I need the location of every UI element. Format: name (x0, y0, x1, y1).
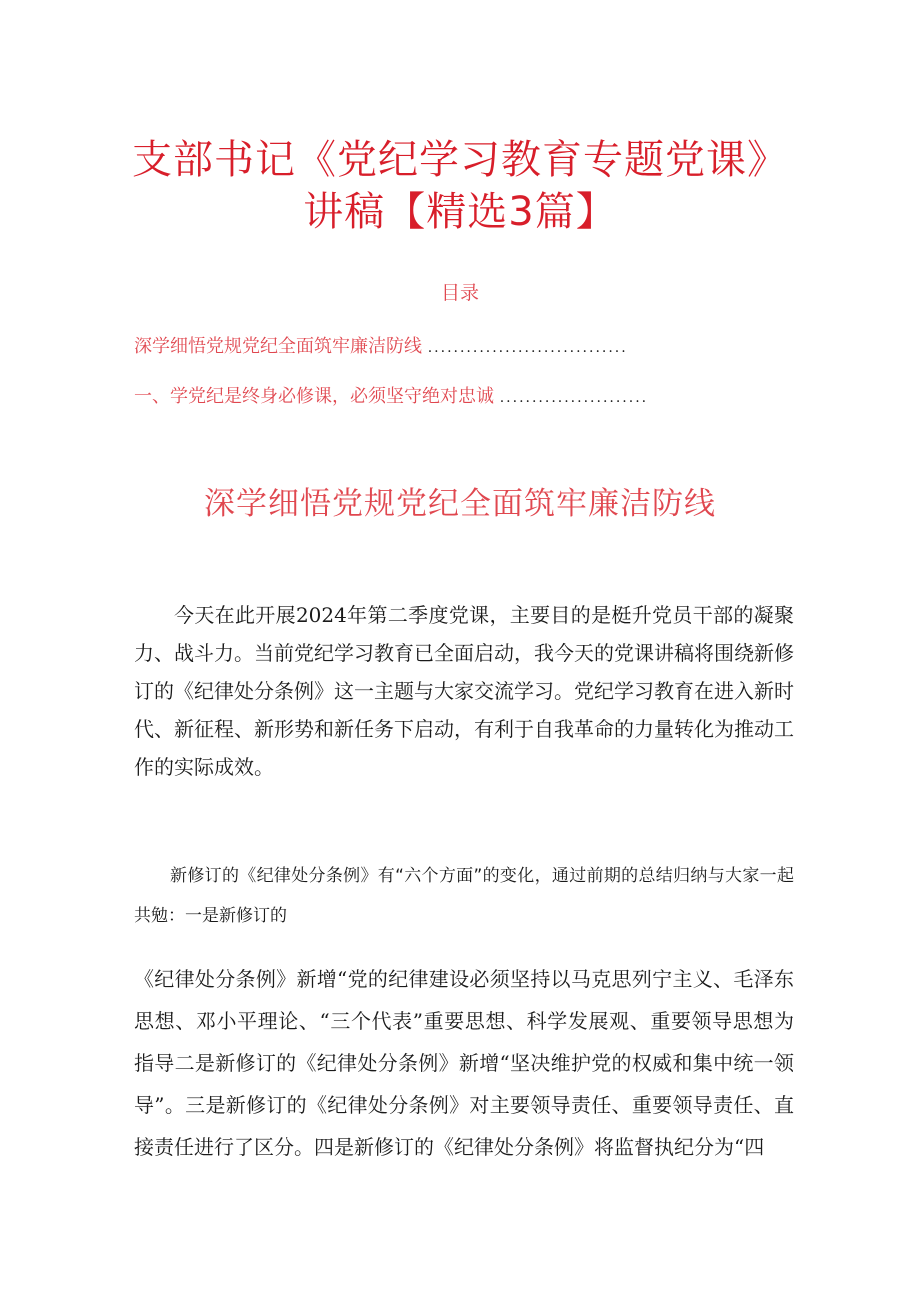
section-heading: 深学细悟党规党纪全面筑牢廉洁防线 (204, 486, 716, 522)
toc-entry-leader: ............................... (427, 340, 628, 356)
toc-entry[interactable] (134, 382, 764, 408)
toc-entry-leader: ....................... (499, 390, 649, 406)
body-paragraph: 新修订的《纪律处分条例》有“六个方面”的变化，通过前期的总结归纳与大家一起共勉：一是新修订的 (134, 866, 794, 926)
toc-entry[interactable] (134, 332, 764, 358)
document-title-line-1: 支部书记《党纪学习教育专题党课》 (132, 137, 788, 183)
body-paragraph: 《纪律处分条例》新增“党的纪律建设必须坚持以马克思列宁主义、毛泽东思想、邓小平理论、“三个代表”重要思想、科学发展观、重要领导思想为指导二是新修订的《纪律处分条例》新增“坚决维护党的权威和集中统一领导”。三是新修订的《纪律处分条例》对主要领导责任、重要领导责任、直接责任进行了区分。四是新修订的《纪律处分条例》将监督执纪分为“四 (134, 967, 794, 1159)
toc-heading: 目录 (440, 282, 479, 304)
body-paragraph: 今天在此开展2024年第二季度党课，主要目的是梃升党员干部的凝聚力、战斗力。当前党纪学习教育已全面启动，我今天的党课讲稿将围绕新修订的《纪律处分条例》这一主题与大家交流学习。党纪学习教育在进入新时代、新征程、新形势和新任务下启动，有利于自我革命的力量转化为推动工作的实际成效。 (134, 603, 794, 779)
toc-entry-text: 一、学党纪是终身必修课，必须坚守绝对忠诚 (134, 386, 494, 407)
document-title-line-2: 讲稿【精选3篇】 (303, 189, 617, 235)
toc-entry-text: 深学细悟党规党纪全面筑牢廉洁防线 (134, 336, 422, 357)
